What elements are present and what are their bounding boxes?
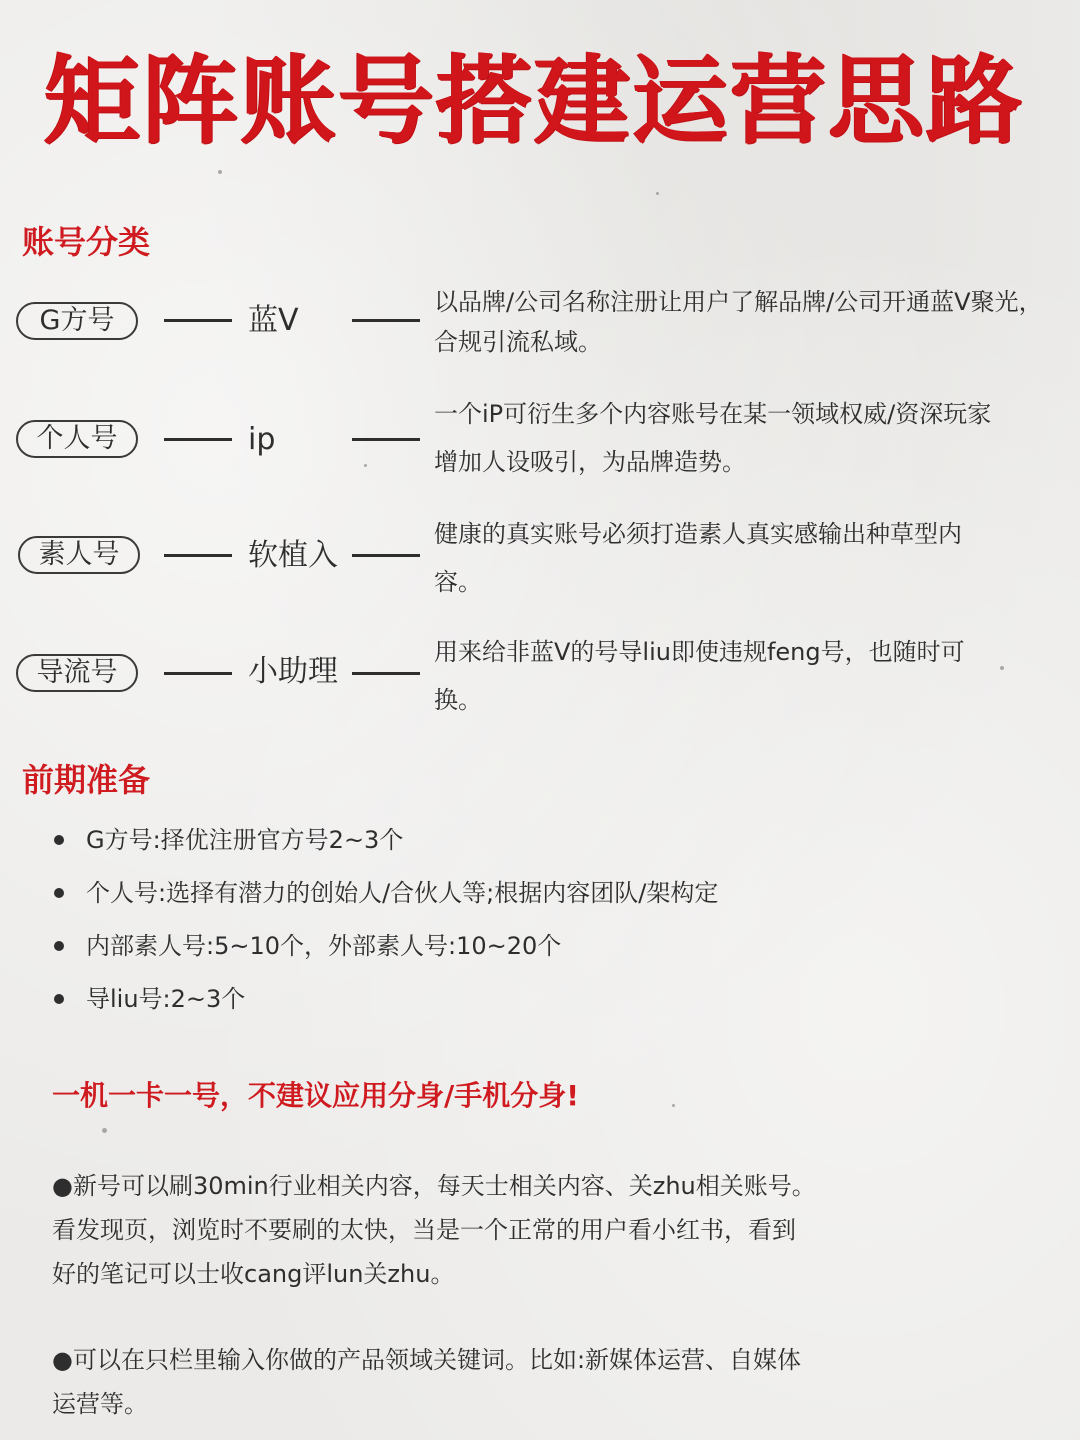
paper-speck <box>672 1104 675 1107</box>
highlight-warning: 一机一卡一号，不建议应用分身/手机分身! <box>52 1079 579 1112</box>
account-description <box>434 628 1074 724</box>
account-type: 软植入 <box>248 538 338 573</box>
connector-line <box>164 672 232 675</box>
connector-line <box>352 672 420 675</box>
tip-paragraph-search <box>52 1338 912 1426</box>
list-item-text: 内部素人号:5~10个，外部素人号:10~20个 <box>86 932 562 960</box>
paragraph-line: 运营等。 <box>52 1390 148 1418</box>
bullet-dot-icon <box>54 994 64 1004</box>
account-type: 蓝V <box>248 303 299 338</box>
list-item <box>52 873 718 926</box>
bullet-dot-icon <box>54 941 64 951</box>
section-title-preparation: 前期准备 <box>22 761 151 799</box>
description-line: 换。 <box>434 686 482 714</box>
connector-line <box>352 438 420 441</box>
account-row-traffic <box>0 628 1080 738</box>
bullet-dot-icon <box>54 888 64 898</box>
paragraph-line: 看发现页，浏览时不要刷的太快，当是一个正常的用户看小红书，看到 <box>52 1216 796 1244</box>
description-line: 容。 <box>434 568 482 596</box>
paragraph-line: ●可以在只栏里输入你做的产品领域关键词。比如:新媒体运营、自媒体 <box>52 1346 802 1374</box>
description-line: 以品牌/公司名称注册让用户了解品牌/公司开通蓝V聚光， <box>434 288 1043 316</box>
list-item-text: G方号:择优注册官方号2~3个 <box>86 826 404 854</box>
connector-line <box>352 554 420 557</box>
description-line: 健康的真实账号必须打造素人真实感输出种草型内 <box>434 520 962 548</box>
account-type: 小助理 <box>248 654 338 689</box>
page-title: 矩阵账号搭建运营思路 <box>44 45 1024 157</box>
account-name-pill: 素人号 <box>18 536 140 574</box>
description-line: 一个iP可衍生多个内容账号在某一领域权威/资深玩家 <box>434 400 992 428</box>
account-row-personal <box>0 390 1080 500</box>
list-item-text: 个人号:选择有潜力的创始人/合伙人等;根据内容团队/架构定 <box>86 879 719 907</box>
account-name-pill: 导流号 <box>16 654 138 692</box>
account-description <box>434 390 1074 486</box>
list-item <box>52 979 718 1032</box>
list-item <box>52 926 718 979</box>
description-line: 增加人设吸引，为品牌造势。 <box>434 448 746 476</box>
connector-line <box>164 319 232 322</box>
connector-line <box>164 438 232 441</box>
account-description <box>434 282 1074 362</box>
list-item-text: 导liu号:2~3个 <box>86 985 246 1013</box>
list-item <box>52 820 718 873</box>
section-title-classification: 账号分类 <box>22 223 151 261</box>
connector-line <box>164 554 232 557</box>
connector-line <box>352 319 420 322</box>
preparation-list <box>52 820 718 1032</box>
description-line: 用来给非蓝V的号导liu即使违规feng号，也随时可 <box>434 638 965 666</box>
account-row-amateur <box>0 510 1080 620</box>
paper-speck <box>656 192 659 195</box>
paper-speck <box>218 170 222 174</box>
account-description <box>434 510 1074 606</box>
paragraph-line: 好的笔记可以士收cang评lun关zhu。 <box>52 1260 455 1288</box>
bullet-dot-icon <box>54 835 64 845</box>
account-type: ip <box>248 422 276 457</box>
account-name-pill: 个人号 <box>16 420 138 458</box>
account-name-pill: G方号 <box>16 302 138 340</box>
paragraph-line: ●新号可以刷30min行业相关内容，每天士相关内容、关zhu相关账号。 <box>52 1172 816 1200</box>
account-row-official <box>0 282 1080 392</box>
paper-speck <box>102 1128 107 1133</box>
tip-paragraph-browsing <box>52 1164 912 1296</box>
description-line: 合规引流私域。 <box>434 328 602 356</box>
